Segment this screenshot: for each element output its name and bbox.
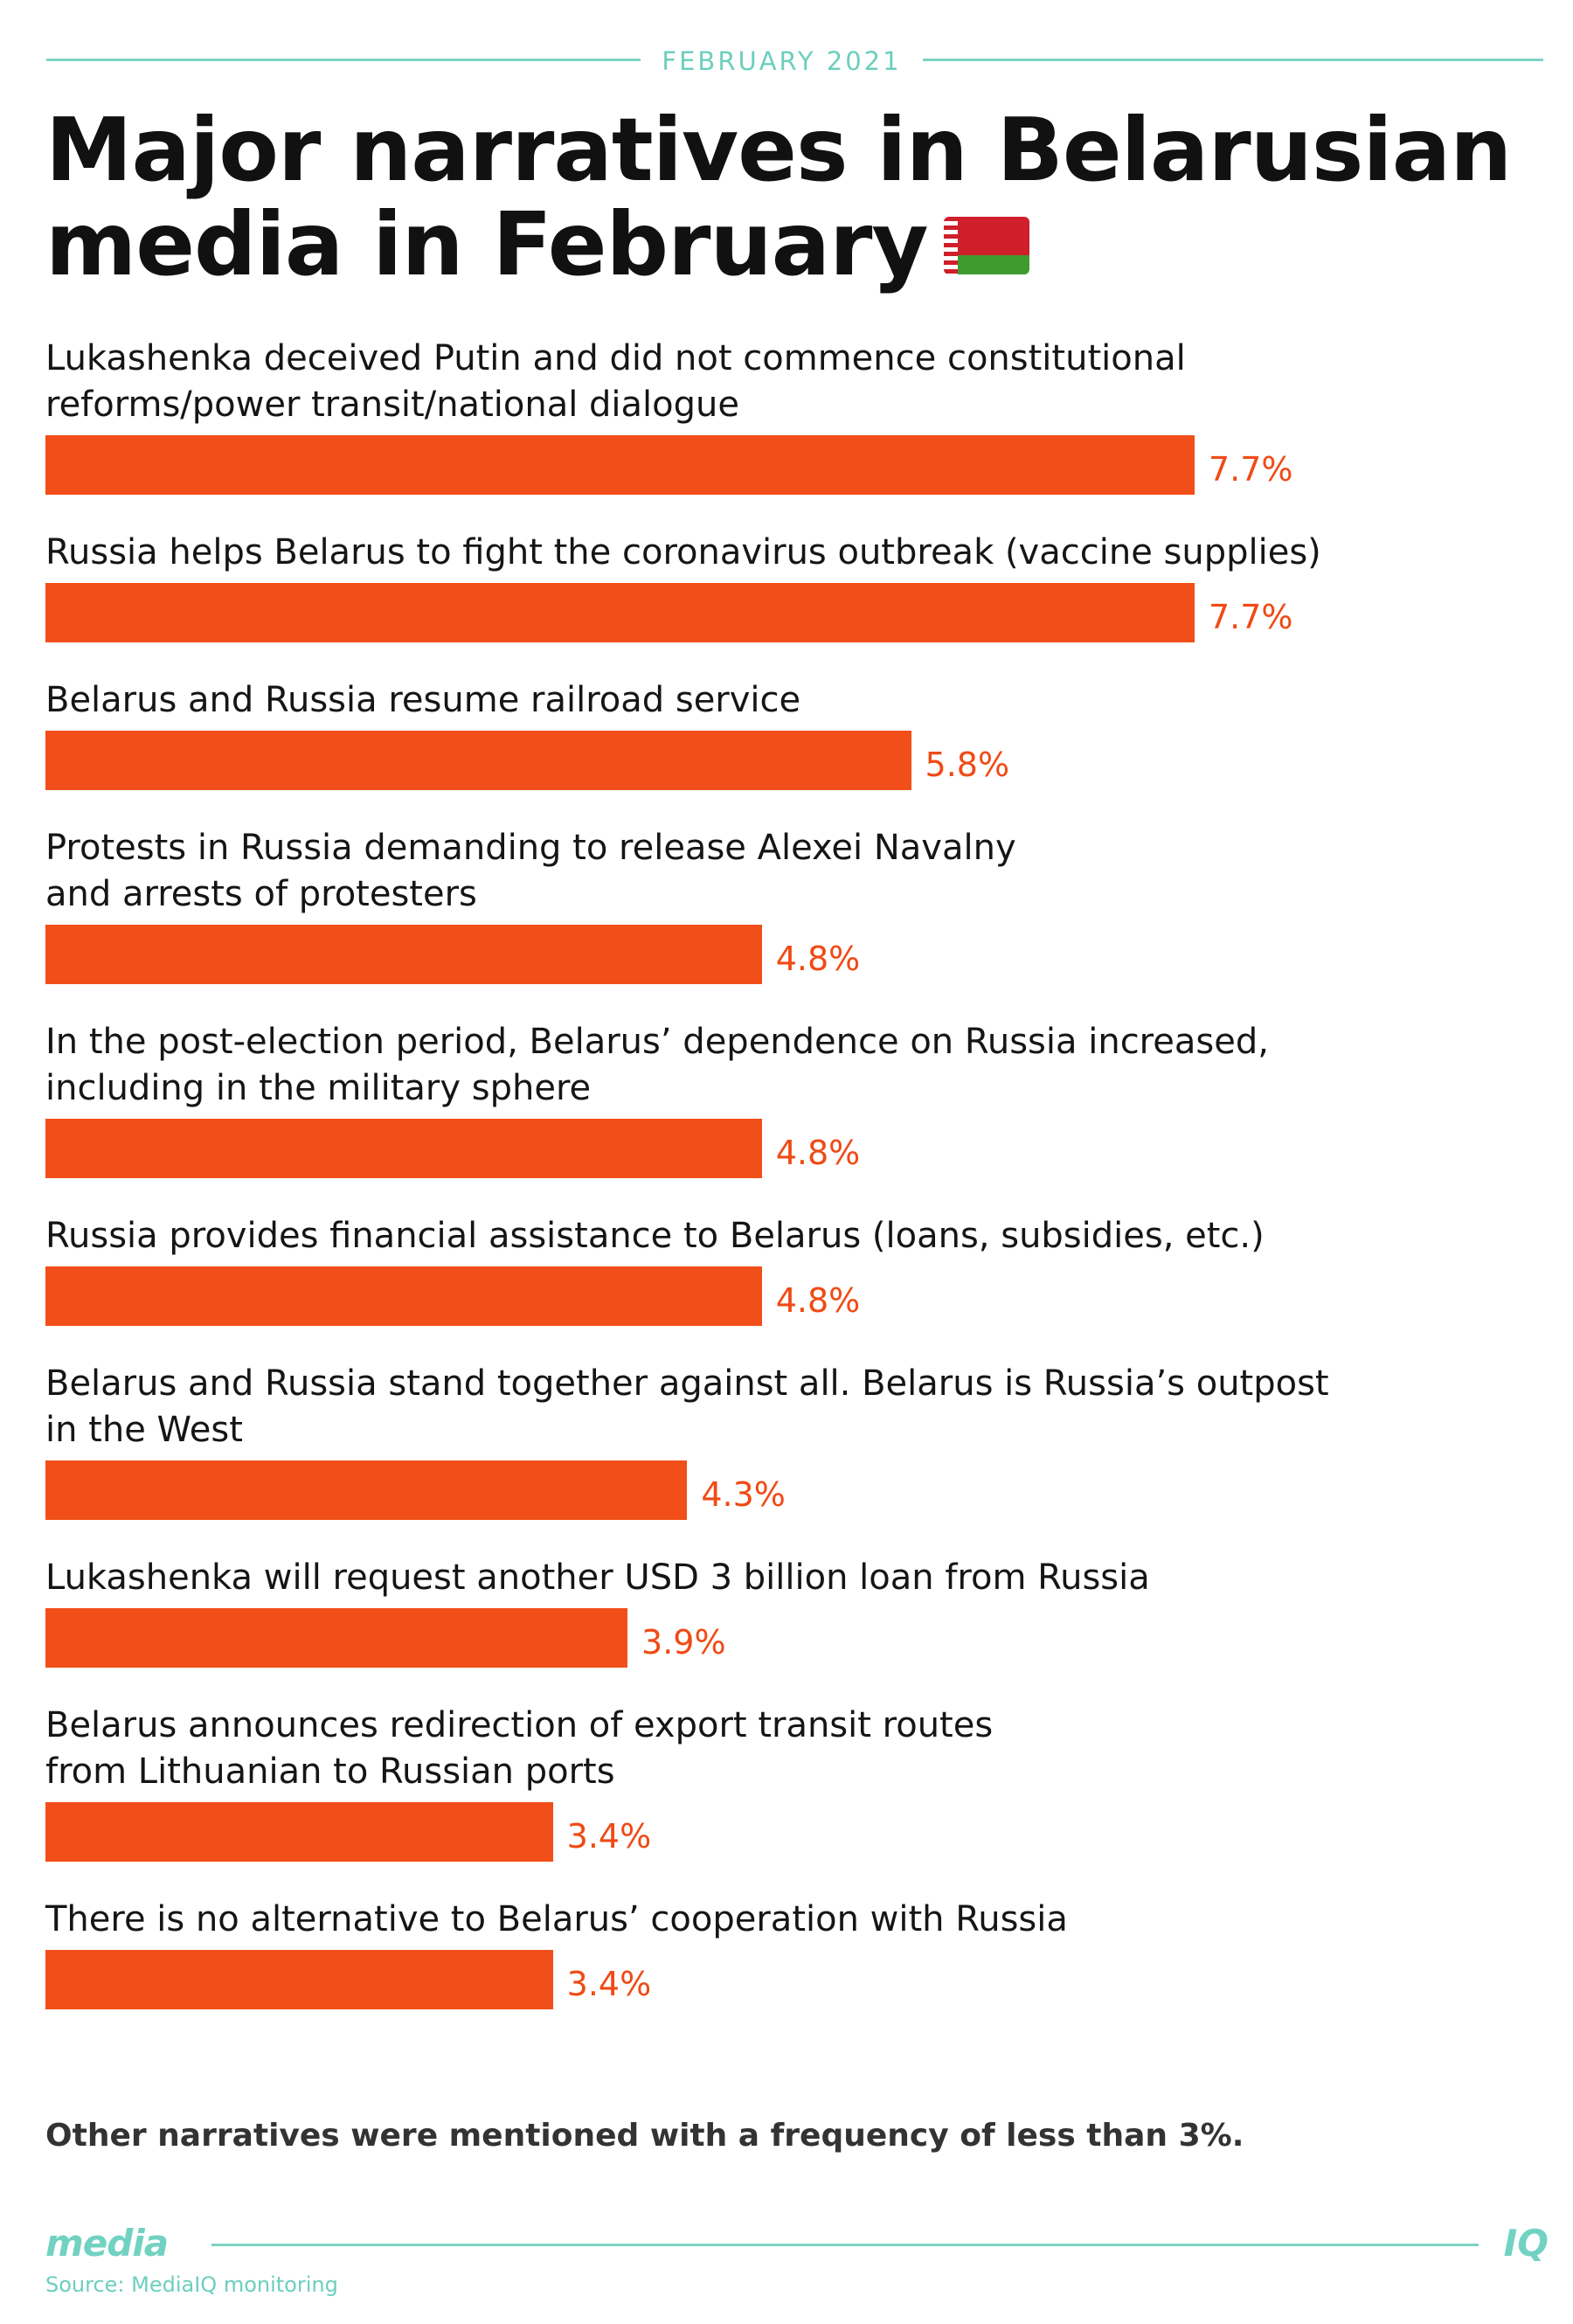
bar-label: Protests in Russia demanding to release Alexei Navalny	[45, 828, 1016, 868]
media-logo: media	[45, 2222, 169, 2265]
bar-label: Belarus and Russia stand together against all. Belarus is Russia’s outpost	[45, 1363, 1329, 1404]
bar-label: and arrests of protesters	[45, 874, 477, 914]
footnote: Other narratives were mentioned with a frequency of less than 3%.	[45, 2118, 1244, 2154]
bar-value-label: 3.4%	[566, 1817, 652, 1856]
bar-label: including in the military sphere	[45, 1068, 592, 1108]
bar-value-label: 5.8%	[925, 746, 1010, 784]
date-label: FEBRUARY 2021	[662, 46, 902, 76]
bar-value-label: 4.8%	[775, 940, 861, 978]
bar-value-label: 4.8%	[775, 1134, 861, 1172]
bar-label: Belarus announces redirection of export transit routes	[45, 1705, 994, 1745]
title-line-2: media in February	[45, 193, 928, 295]
bar	[45, 1119, 762, 1178]
title-line-1: Major narratives in Belarusian	[45, 99, 1512, 201]
bar-value-label: 3.4%	[566, 1965, 652, 2003]
bar-label: in the West	[45, 1410, 243, 1450]
bar-value-label: 4.3%	[701, 1475, 786, 1514]
bar-label: Lukashenka deceived Putin and did not commence constitutional	[45, 338, 1186, 378]
bar	[45, 1266, 762, 1326]
source-note: Source: MediaIQ monitoring	[45, 2272, 338, 2297]
bar-value-label: 3.9%	[641, 1623, 726, 1661]
bar-value-label: 7.7%	[1209, 598, 1293, 636]
iq-logo: IQ	[1503, 2222, 1549, 2265]
bar	[45, 1950, 553, 2009]
bar-label: Belarus and Russia resume railroad service	[45, 680, 801, 720]
bar	[45, 1460, 687, 1520]
bar	[45, 1802, 553, 1862]
brand-bar	[45, 2220, 1549, 2272]
bar	[45, 583, 1195, 642]
bar-value-label: 7.7%	[1209, 450, 1293, 489]
brand-line	[211, 2244, 1479, 2246]
bar	[45, 731, 911, 790]
bar-label: from Lithuanian to Russian ports	[45, 1752, 615, 1792]
bar-label: Russia helps Belarus to fight the coronavirus outbreak (vaccine supplies)	[45, 532, 1321, 572]
bar-label: In the post-election period, Belarus’ dependence on Russia increased,	[45, 1022, 1269, 1062]
bar	[45, 1608, 627, 1668]
bar-label: Lukashenka will request another USD 3 billion loan from Russia	[45, 1557, 1150, 1598]
bar-label: reforms/power transit/national dialogue	[45, 385, 739, 425]
bar-label: Russia provides financial assistance to Belarus (loans, subsidies, etc.)	[45, 1216, 1265, 1256]
bar	[45, 435, 1195, 495]
bar-value-label: 4.8%	[775, 1281, 861, 1320]
bar	[45, 925, 762, 984]
bar-label: There is no alternative to Belarus’ cooperation with Russia	[45, 1899, 1068, 1939]
